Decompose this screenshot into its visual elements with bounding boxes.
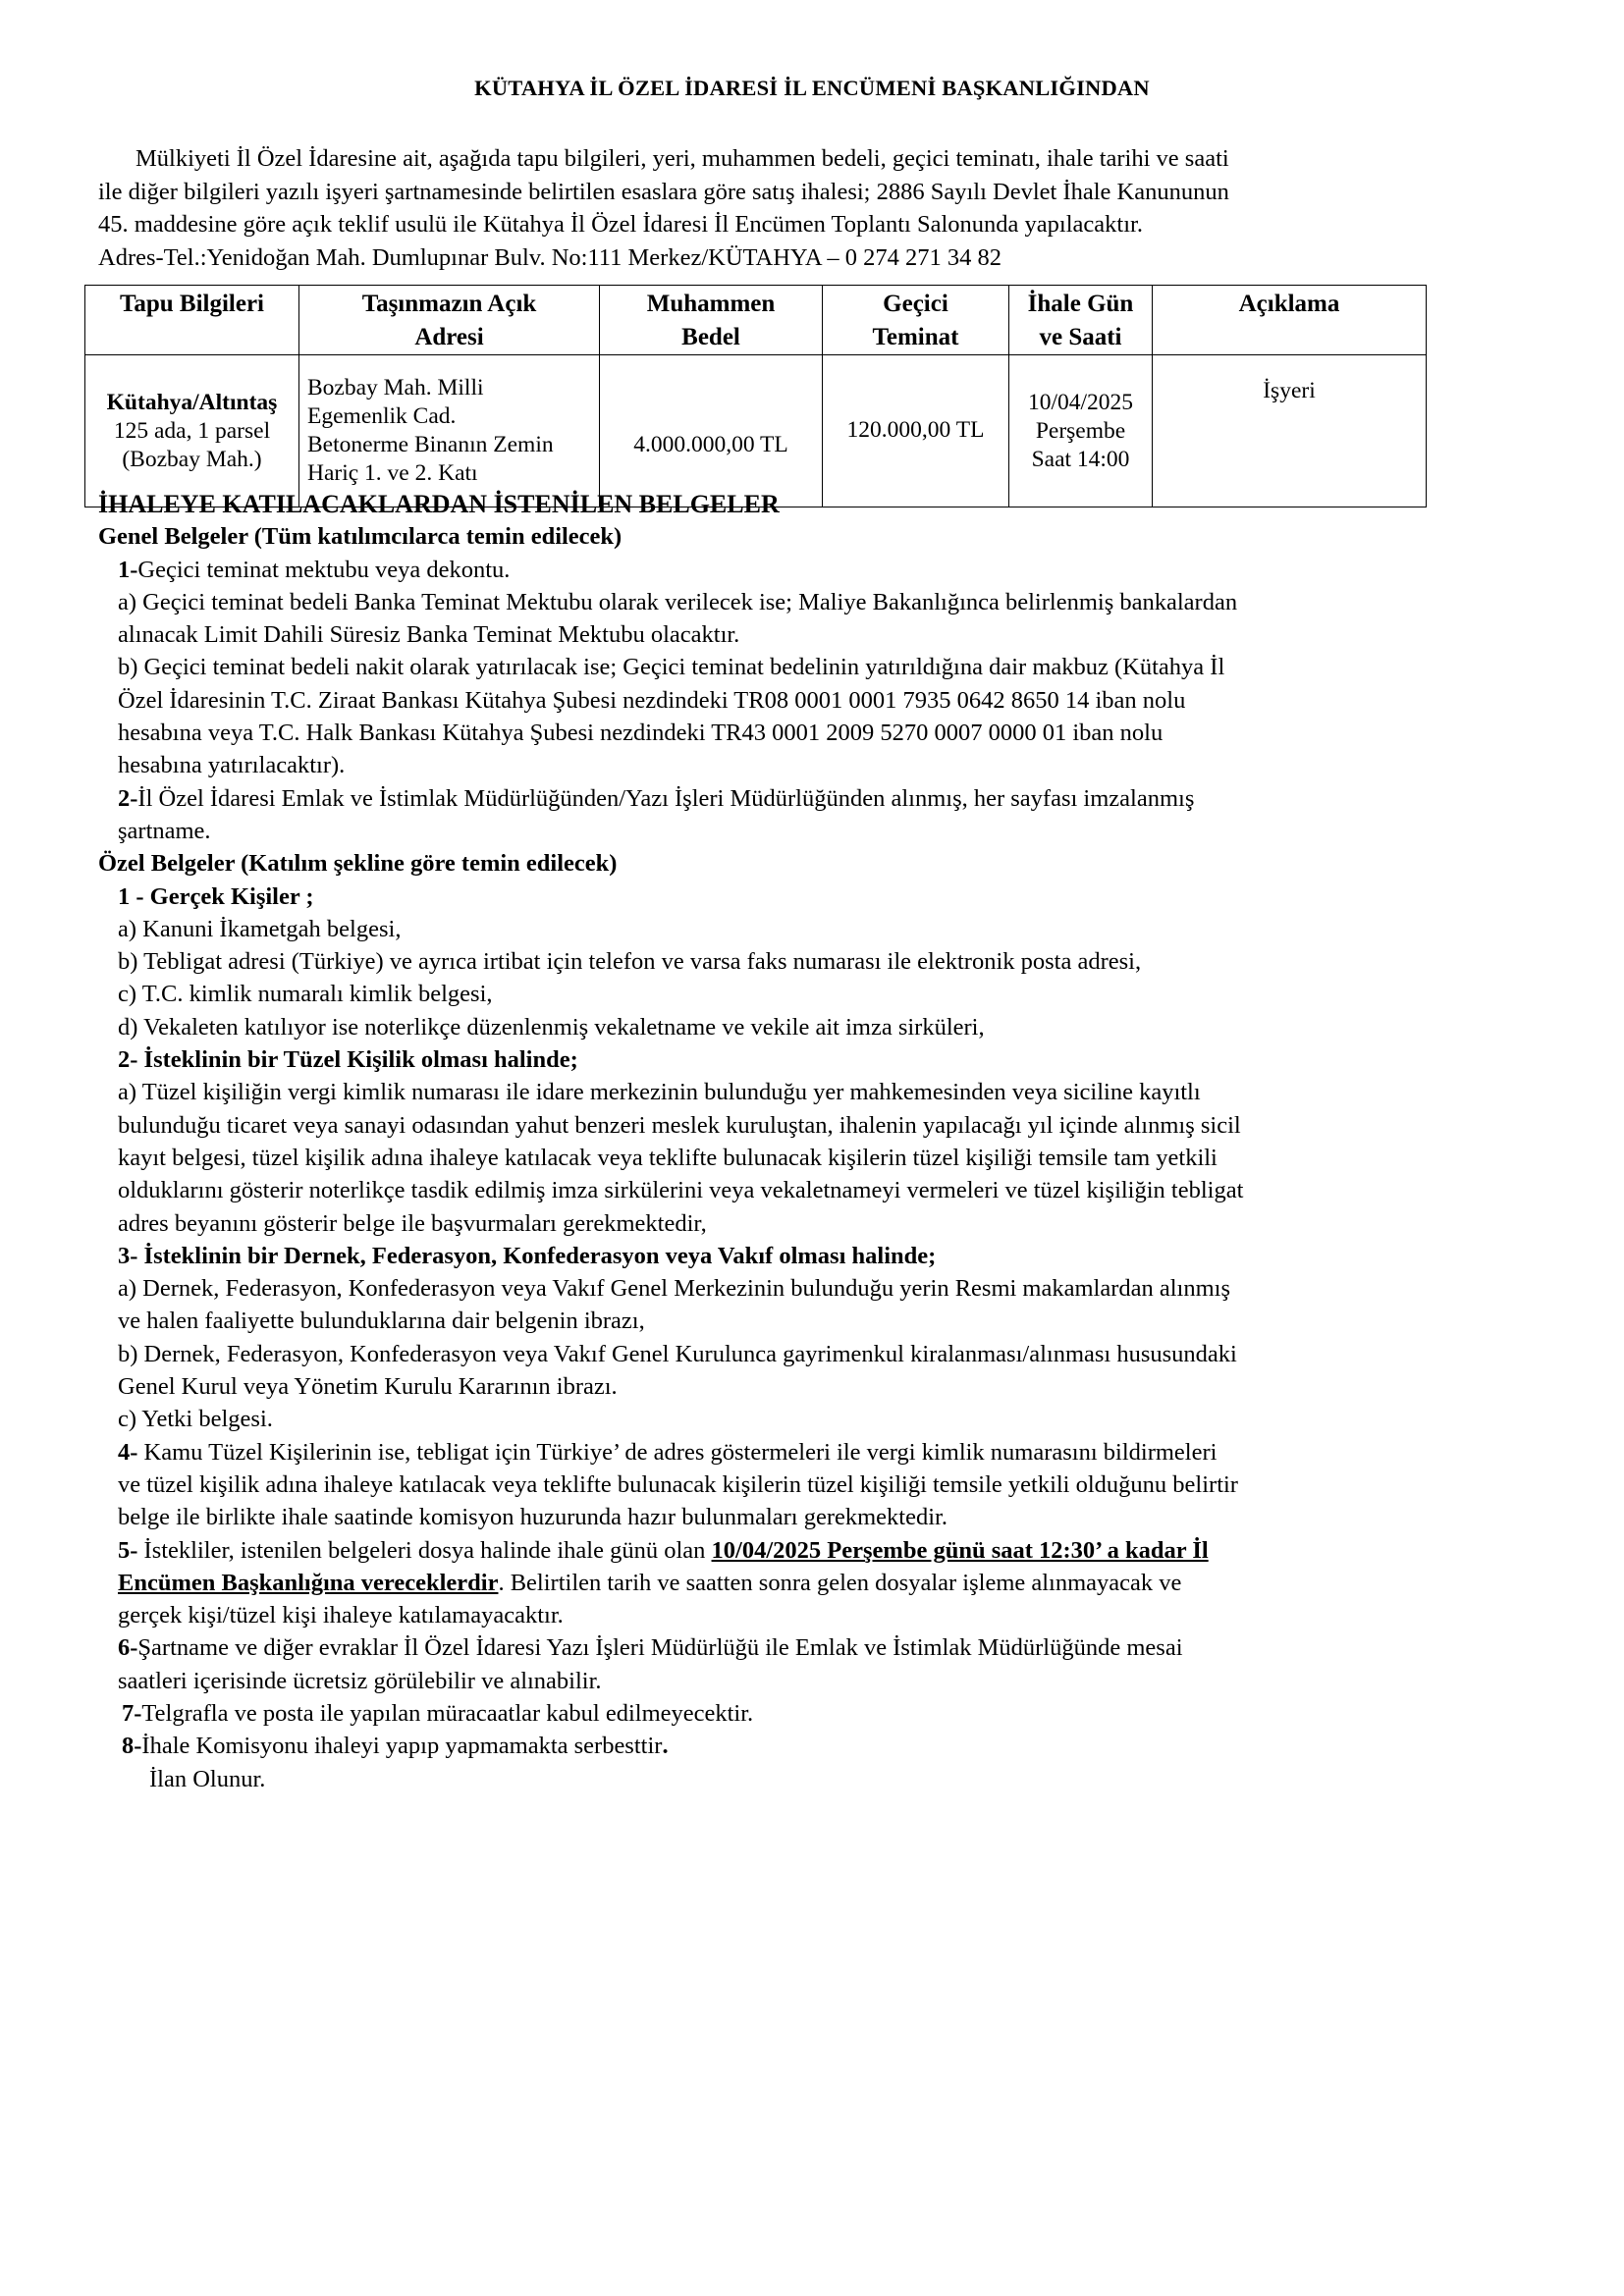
- cell-aciklama: [1153, 355, 1427, 507]
- header-label: Açıklama: [1238, 291, 1340, 317]
- deadline-text: 10/04/2025 Perşembe günü saat 12:30’ a kadar İl: [711, 1536, 1209, 1564]
- list-item: ve tüzel kişilik adına ihaleye katılacak veya teklifte bulunacak kişilerin tüzel kişiliği temsile yetkili olduğunu belirtir: [118, 1470, 1238, 1498]
- subheading: 1 - Gerçek Kişiler ;: [118, 882, 314, 910]
- header-tapu: [85, 286, 299, 355]
- item-text: Kamu Tüzel Kişilerinin ise, tebligat için Türkiye’ de adres göstermeleri ile vergi kimlik numarasını bildirmeleri: [137, 1438, 1218, 1466]
- list-item: Genel Kurul veya Yönetim Kurulu Kararının ibrazı.: [118, 1373, 618, 1401]
- address-line: Egemenlik Cad.: [307, 403, 457, 429]
- header-teminat: [823, 286, 1009, 355]
- list-item: [98, 1436, 1492, 1468]
- list-item: bulunduğu ticaret veya sanayi odasından yahut benzeri meslek kuruluştan, ihalenin yapılacağı yıl içinde alınmış sicil: [118, 1111, 1241, 1139]
- general-docs-heading: Genel Belgeler (Tüm katılımcılarca temin edilecek): [98, 523, 623, 551]
- subheading: 3- İsteklinin bir Dernek, Federasyon, Konfederasyon veya Vakıf olması halinde;: [118, 1242, 937, 1269]
- header-label: Teminat: [872, 324, 959, 350]
- auction-table: [84, 285, 1427, 507]
- list-item: a) Dernek, Federasyon, Konfederasyon veya Vakıf Genel Merkezinin bulunduğu yerin Resmi makamlardan alınmış: [118, 1275, 1231, 1303]
- list-item: hesabına veya T.C. Halk Bankası Kütahya Şubesi nezdindeki TR43 0001 2009 5270 0007 0000 01 iban nolu: [118, 720, 1164, 747]
- table-header-row: [85, 286, 1427, 355]
- header-label: ve Saati: [1039, 324, 1122, 350]
- page-title: KÜTAHYA İL ÖZEL İDARESİ İL ENCÜMENİ BAŞKANLIĞINDAN: [474, 76, 1150, 100]
- list-item: [98, 1534, 1492, 1567]
- list-item: adres beyanını gösterir belge ile başvurmaları gerekmektedir,: [118, 1209, 707, 1237]
- intro-line: ile diğer bilgileri yazılı işyeri şartnamesinde belirtilen esaslara göre satış ihalesi; 2886 Sayılı Devlet İhale Kanununun: [98, 178, 1229, 205]
- list-item: [98, 1631, 1492, 1664]
- auction-day: Perşembe: [1035, 417, 1126, 444]
- item-text: . Belirtilen tarih ve saatten sonra gelen dosyalar işleme alınmayacak ve: [498, 1569, 1182, 1596]
- header-label: Geçici: [883, 291, 948, 317]
- header-label: İhale Gün: [1027, 291, 1134, 317]
- item-number: 8-: [122, 1733, 142, 1760]
- list-item: Özel İdaresinin T.C. Ziraat Bankası Kütahya Şubesi nezdindeki TR08 0001 0001 7935 0642 8650 14 iban nolu: [118, 686, 1186, 714]
- documents-section: [98, 488, 1492, 1795]
- list-item: [98, 1567, 1492, 1599]
- list-item: d) Vekaleten katılıyor ise noterlikçe düzenlenmiş vekaletname ve vekile ait imza sirküleri,: [118, 1013, 985, 1041]
- cell-date: [1009, 355, 1153, 507]
- aciklama-value: İşyeri: [1263, 378, 1316, 403]
- deadline-text: Encümen Başkanlığına vereceklerdir: [118, 1569, 499, 1596]
- list-item: [98, 1730, 1492, 1762]
- address-line: Hariç 1. ve 2. Katı: [307, 460, 478, 486]
- list-item: belge ile birlikte ihale saatinde komisyon huzurunda hazır bulunmaları gerekmektedir.: [118, 1504, 947, 1531]
- section-heading: İHALEYE KATILACAKLARDAN İSTENİLEN BELGELER: [98, 490, 780, 518]
- cell-bedel: [600, 355, 823, 507]
- list-item: a) Geçici teminat bedeli Banka Teminat Mektubu olarak verilecek ise; Maliye Bakanlığınca belirlenmiş bankalardan: [118, 588, 1238, 615]
- list-item: [98, 554, 1492, 586]
- tapu-neighborhood: (Bozbay Mah.): [122, 446, 262, 472]
- list-item: b) Geçici teminat bedeli nakit olarak yatırılacak ise; Geçici teminat bedelinin yatırıldığına dair makbuz (Kütahya İl: [118, 654, 1225, 681]
- bedel-value: 4.000.000,00 TL: [633, 431, 788, 457]
- auction-time: Saat 14:00: [1031, 446, 1130, 472]
- tapu-parcel: 125 ada, 1 parsel: [113, 417, 271, 444]
- list-item: olduklarını gösterir noterlikçe tasdik edilmiş imza sirkülerini veya vekaletnameyi vermeleri ve tüzel kişiliğin tebligat: [118, 1177, 1244, 1204]
- auction-date: 10/04/2025: [1027, 389, 1134, 415]
- item-number: 6-: [118, 1634, 138, 1662]
- item-text: Şartname ve diğer evraklar İl Özel İdaresi Yazı İşleri Müdürlüğü ile Emlak ve İstimlak Müdürlüğünde mesai: [137, 1634, 1183, 1662]
- header-bedel: [600, 286, 823, 355]
- header-label: Taşınmazın Açık: [361, 291, 537, 317]
- header-label: Tapu Bilgileri: [119, 291, 265, 317]
- item-number: 2-: [118, 784, 138, 812]
- cell-teminat: [823, 355, 1009, 507]
- list-item: a) Tüzel kişiliğin vergi kimlik numarası ile idare merkezinin bulunduğu yer mahkemesinden veya siciline kayıtlı: [118, 1079, 1201, 1106]
- item-text: Geçici teminat mektubu veya dekontu.: [137, 556, 511, 583]
- item-number: 4-: [118, 1438, 138, 1466]
- item-text: İhale Komisyonu ihaleyi yapıp yapmamakta serbesttir: [141, 1733, 663, 1760]
- list-item: saatleri içerisinde ücretsiz görülebilir ve alınabilir.: [118, 1667, 602, 1694]
- item-number: 5-: [118, 1536, 138, 1564]
- intro-address: Adres-Tel.:Yenidoğan Mah. Dumlupınar Bulv. No:111 Merkez/KÜTAHYA – 0 274 271 34 82: [98, 243, 1001, 271]
- header-date: [1009, 286, 1153, 355]
- list-item: [98, 1697, 1492, 1730]
- cell-address: [299, 355, 600, 507]
- item-punctuation: .: [662, 1733, 669, 1760]
- list-item: şartname.: [118, 817, 211, 844]
- list-item: hesabına yatırılacaktır).: [118, 752, 346, 779]
- intro-line: Mülkiyeti İl Özel İdaresine ait, aşağıda tapu bilgileri, yeri, muhammen bedeli, geçici teminatı, ihale tarihi ve saati: [135, 145, 1229, 172]
- cell-tapu: [85, 355, 299, 507]
- header-label: Muhammen: [646, 291, 776, 317]
- list-item: a) Kanuni İkametgah belgesi,: [118, 915, 402, 942]
- header-address: [299, 286, 600, 355]
- list-item: alınacak Limit Dahili Süresiz Banka Teminat Mektubu olacaktır.: [118, 621, 740, 649]
- list-item: b) Tebligat adresi (Türkiye) ve ayrıca irtibat için telefon ve varsa faks numarası ile elektronik posta adresi,: [118, 948, 1142, 976]
- item-text: İl Özel İdaresi Emlak ve İstimlak Müdürlüğünden/Yazı İşleri Müdürlüğünden alınmış, her sayfası imzalanmış: [137, 784, 1195, 812]
- item-text: Telgrafla ve posta ile yapılan müracaatlar kabul edilmeyecektir.: [141, 1699, 754, 1727]
- list-item: kayıt belgesi, tüzel kişilik adına ihaleye katılacak veya teklifte bulunacak kişilerin tüzel kişiliği temsile tam yetkili: [118, 1144, 1218, 1171]
- list-item: ve halen faaliyette bulunduklarına dair belgenin ibrazı,: [118, 1308, 645, 1335]
- header-aciklama: [1153, 286, 1427, 355]
- address-line: Bozbay Mah. Milli: [307, 375, 484, 400]
- intro-paragraph: [98, 142, 1490, 274]
- item-number: 7-: [122, 1699, 142, 1727]
- header-label: Adresi: [414, 324, 484, 350]
- header-label: Bedel: [681, 324, 740, 350]
- item-text: İstekliler, istenilen belgeleri dosya halinde ihale günü olan: [137, 1536, 712, 1564]
- teminat-value: 120.000,00 TL: [846, 416, 985, 443]
- intro-line: 45. maddesine göre açık teklif usulü ile Kütahya İl Özel İdaresi İl Encümen Toplantı Salonunda yapılacaktır.: [98, 211, 1143, 238]
- list-item: b) Dernek, Federasyon, Konfederasyon veya Vakıf Genel Kurulunca gayrimenkul kiralanması/alınması hususundaki: [118, 1340, 1237, 1367]
- item-number: 1-: [118, 556, 138, 583]
- list-item: gerçek kişi/tüzel kişi ihaleye katılamayacaktır.: [118, 1602, 564, 1629]
- list-item: c) T.C. kimlik numaralı kimlik belgesi,: [118, 981, 493, 1008]
- closing-text: İlan Olunur.: [149, 1765, 266, 1792]
- address-line: Betonerme Binanın Zemin: [307, 432, 554, 457]
- special-docs-heading: Özel Belgeler (Katılım şekline göre temin edilecek): [98, 850, 618, 878]
- list-item: c) Yetki belgesi.: [118, 1406, 273, 1433]
- list-item: [98, 782, 1492, 815]
- table-row: [85, 355, 1427, 507]
- tapu-location: Kütahya/Altıntaş: [106, 389, 278, 415]
- subheading: 2- İsteklinin bir Tüzel Kişilik olması halinde;: [118, 1046, 578, 1074]
